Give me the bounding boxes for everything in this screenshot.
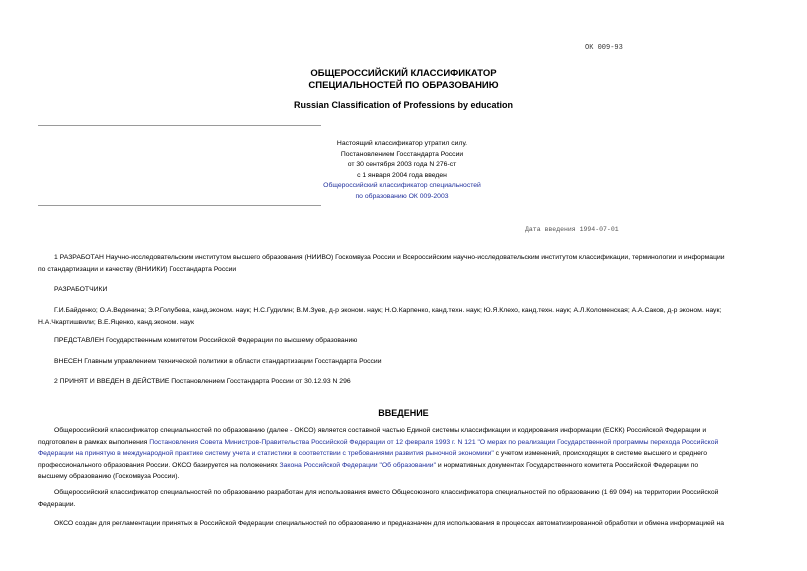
notice-bottom-divider bbox=[38, 205, 321, 206]
education-law-link[interactable]: Закона Российской Федерации "Об образовании" bbox=[279, 461, 436, 469]
text-line bbox=[38, 448, 773, 460]
notice-line: от 30 сентября 2003 года N 276-ст bbox=[347, 161, 457, 168]
text-line: 1 РАЗРАБОТАН Научно-исследовательским институтом высшего образования (НИИВО) Госкомвуза России и Всероссийским научно-исследовательским институтом классификации, терминологии и информации bbox=[54, 254, 725, 261]
document-title-line1: ОБЩЕРОССИЙСКИЙ КЛАССИФИКАТОР bbox=[310, 68, 497, 79]
repeal-notice bbox=[240, 139, 564, 202]
text-line bbox=[38, 460, 773, 472]
government-decree-link-cont[interactable]: Федерации на принятую в международной практике систему учета и статистики в соответствии с требованиями развития рыночной экономики" bbox=[38, 450, 494, 457]
notice-line: Постановлением Госстандарта России bbox=[340, 150, 464, 158]
text-run: подготовлен в рамках выполнения bbox=[38, 438, 150, 446]
new-classifier-link[interactable]: Общероссийский классификатор специальностей bbox=[323, 182, 481, 189]
developed-by-paragraph bbox=[38, 252, 773, 275]
adopted-paragraph bbox=[38, 376, 773, 388]
text-line: РАЗРАБОТЧИКИ bbox=[54, 286, 108, 293]
notice-top-divider bbox=[38, 125, 321, 126]
introduction-heading: ВВЕДЕНИЕ bbox=[378, 408, 429, 418]
developers-list bbox=[38, 305, 773, 328]
text-run: и нормативных документах Государственного комитета Российской Федерации по bbox=[436, 461, 699, 469]
text-line: ВНЕСЕН Главным управлением технической политики в области стандартизации Госстандарта России bbox=[54, 358, 382, 365]
text-line: ПРЕДСТАВЛЕН Государственным комитетом Российской Федерации по высшему образованию bbox=[54, 337, 358, 344]
government-decree-link[interactable]: Постановления Совета Министров-Правительства Российской Федерации от 12 февраля 1993 г. N 121 "О мерах по реализации Государственной программы перехода Российской bbox=[149, 438, 719, 446]
text-run: с учетом изменений, происходящих в системе высшего и среднего bbox=[493, 450, 708, 457]
text-line: по стандартизации и качеству (ВНИИКИ) Госстандарта России bbox=[38, 265, 237, 273]
text-line: Н.А.Чкартишвили; В.Е.Яценко, канд.эконом. наук bbox=[38, 318, 194, 326]
new-classifier-link-cont[interactable]: по образованию ОК 009-2003 bbox=[355, 192, 449, 200]
document-code: ОК 009-93 bbox=[585, 44, 623, 52]
text-line: ОКСО создан для регламентации принятых в Российской Федерации специальностей по образованию и предназначен для использования в процессах автоматизированной обработки и обмена информацией на bbox=[54, 520, 725, 527]
notice-line: с 1 января 2004 года введен bbox=[357, 171, 447, 179]
text-line bbox=[38, 437, 773, 449]
text-run: профессионального образования России. ОКСО базируется на положениях bbox=[38, 461, 280, 469]
intro-paragraph-3 bbox=[38, 518, 773, 530]
document-title-line2: СПЕЦИАЛЬНОСТЕЙ ПО ОБРАЗОВАНИЮ bbox=[308, 80, 499, 91]
text-line: Г.И.Байденко; О.А.Веденина; Э.Р.Голубева, канд.эконом. наук; Н.С.Гудилин; В.М.Зуев, д-р эконом. наук; Н.О.Карпенко, канд.техн. наук; Ю.Я.Клехо, канд.техн. наук; А.Л.Коломенская; А.А.Саков, д-р эконом. наук; bbox=[54, 307, 722, 314]
introduced-by-paragraph bbox=[38, 356, 773, 368]
intro-paragraph-1 bbox=[38, 425, 773, 483]
presented-by-paragraph bbox=[38, 335, 773, 347]
date-of-introduction: Дата введения 1994-07-01 bbox=[525, 226, 619, 233]
text-line: Общероссийский классификатор специальностей по образованию разработан для использования вместо Общесоюзного классификатора специальностей по образованию (1 69 094) на территории Российской bbox=[54, 489, 719, 496]
text-line: Общероссийский классификатор специальностей по образованию (далее - ОКСО) является составной частью Единой системы классификации и кодирования информации (ЕСКК) Российской Федерации и bbox=[54, 427, 707, 434]
text-line: Федерации. bbox=[38, 500, 76, 508]
developers-label bbox=[38, 284, 773, 296]
intro-paragraph-2 bbox=[38, 487, 773, 510]
notice-line: Настоящий классификатор утратил силу. bbox=[336, 140, 468, 147]
text-line: 2 ПРИНЯТ И ВВЕДЕН В ДЕЙСТВИЕ Постановлением Госстандарта России от 30.12.93 N 296 bbox=[54, 378, 351, 385]
document-subtitle: Russian Classification of Professions by education bbox=[293, 100, 514, 110]
text-line: высшему образованию (Госкомвуза России). bbox=[38, 473, 180, 480]
